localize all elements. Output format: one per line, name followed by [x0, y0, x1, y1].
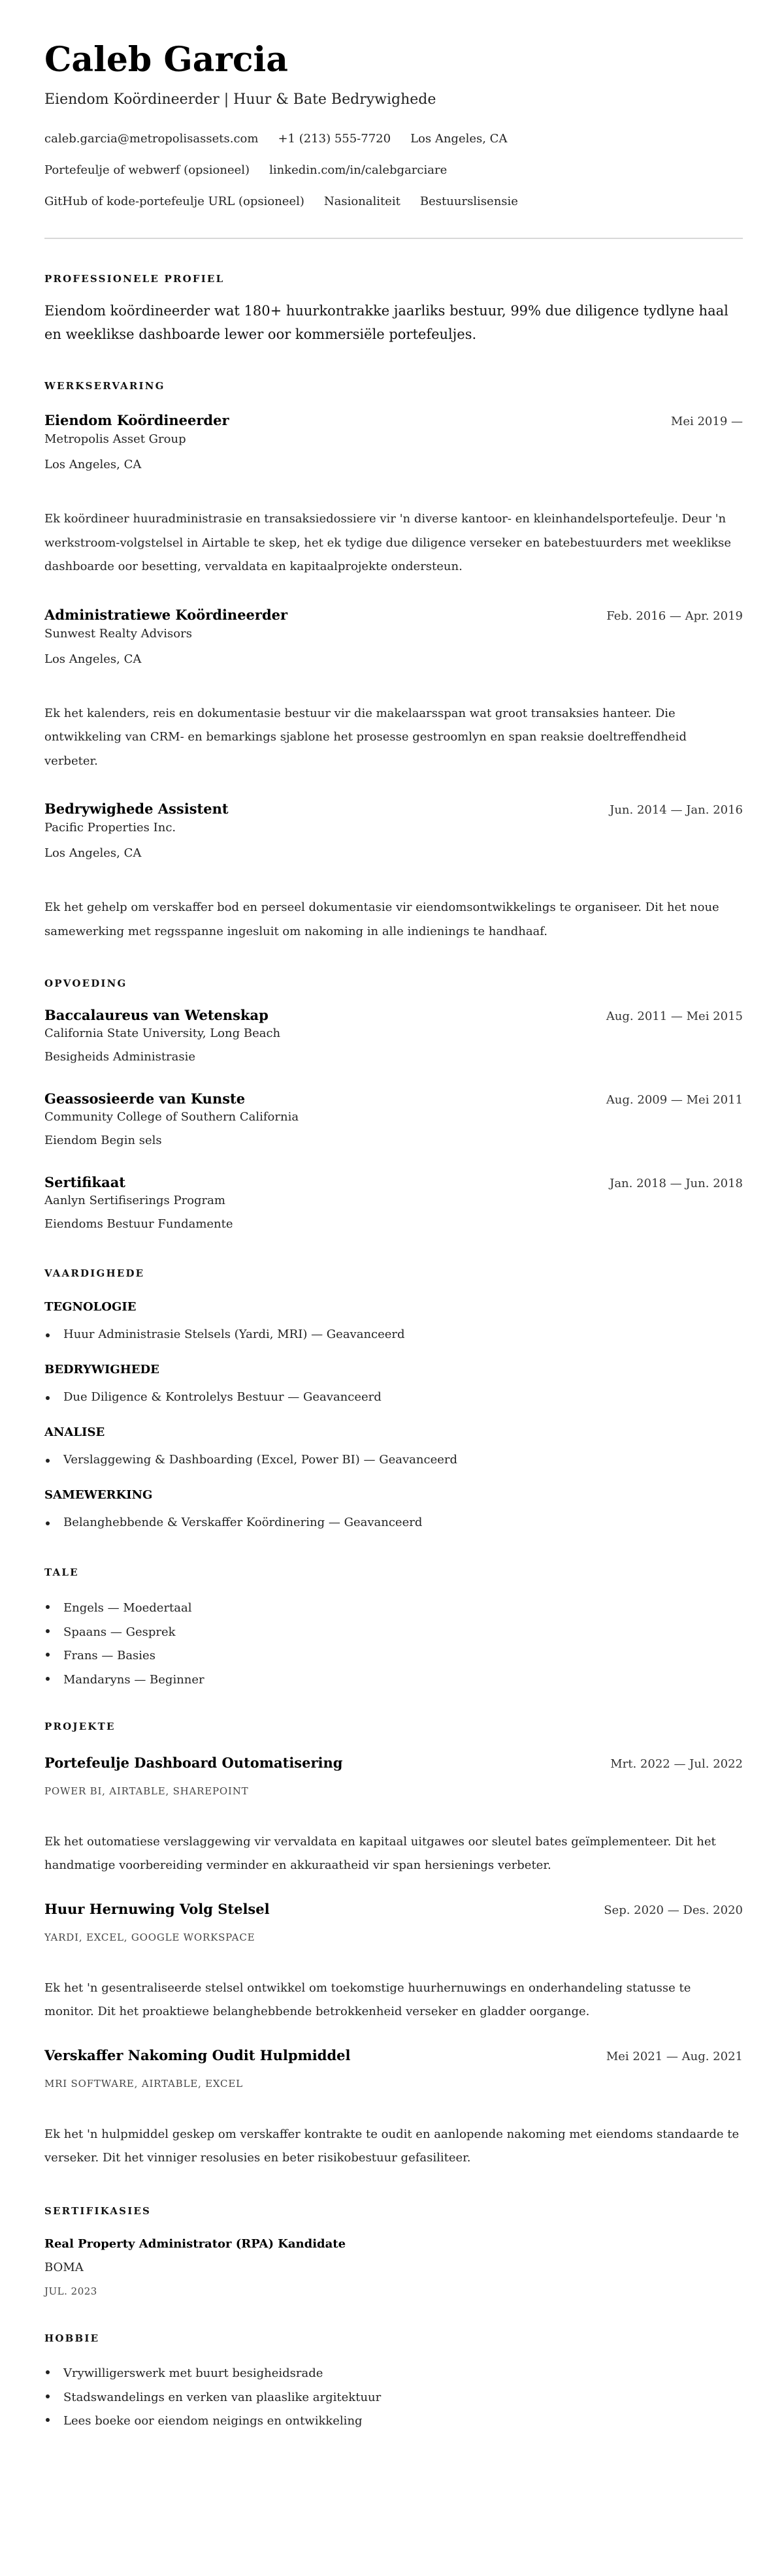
- job-entry: [44, 411, 743, 579]
- job-description: Ek het gehelp om verskaffer bod en perseel dokumentasie vir eiendomsontwikkelings te organiseer. Dit het noue samewerking met regsspanne ingesluit om nakoming in alle indienings te handhaaf.: [44, 900, 719, 938]
- project-description: Ek het 'n gesentraliseerde stelsel ontwikkel om toekomstige huurhernuwings en onderhandeling statusse te monitor. Dit het proaktiewe belanghebbende betrokkenheid verseker en gladder oorgange.: [44, 1980, 691, 2019]
- job-entry: [44, 799, 743, 944]
- certification-title: Real Property Administrator (RPA) Kandidate: [44, 2236, 346, 2251]
- language-item: Spaans — Gesprek: [44, 1621, 743, 1645]
- language-item: Frans — Basies: [44, 1644, 743, 1668]
- section-heading: WERKSERVARING: [44, 380, 165, 392]
- candidate-headline: Eiendom Koördineerder | Huur & Bate Bedrywighede: [44, 91, 436, 108]
- job-dates: Jun. 2014 — Jan. 2016: [610, 803, 743, 817]
- hobbies-section: [44, 2332, 743, 2434]
- project-dates: Sep. 2020 — Des. 2020: [604, 1903, 743, 1917]
- hobby-item: Vrywilligerswerk met buurt besigheidsrade: [44, 2362, 743, 2386]
- section-heading: HOBBIE: [44, 2332, 100, 2344]
- skill-category-name: SAMEWERKING: [44, 1488, 153, 1502]
- job-title: Bedrywighede Assistent: [44, 801, 229, 817]
- skill-item: Belanghebbende & Verskaffer Koördinering — Geavanceerd: [44, 1513, 743, 1533]
- job-title: Administratiewe Koördineerder: [44, 606, 288, 623]
- skill-category-name: BEDRYWIGHEDE: [44, 1363, 159, 1376]
- field-of-study: Eiendoms Bestuur Fundamente: [44, 1217, 233, 1231]
- hobby-item: Lees boeke oor eiendom neigings en ontwikkeling: [44, 2409, 743, 2434]
- job-entry: [44, 605, 743, 774]
- skill-category: [44, 1299, 743, 1344]
- profile-section: [44, 272, 743, 346]
- job-description: Ek koördineer huuradministrasie en transaksiedossiere vir 'n diverse kantoor- en kleinhandelsportefeulje. Deur 'n werkstroom-volgstelsel in Airtable te skep, het ek tydige due diligence verseker en batebestuurders met weeklikse dashboarde oor besetting, vervaldata en kapitaalprojekte ondersteun.: [44, 512, 732, 573]
- skill-item: Due Diligence & Kontrolelys Bestuur — Geavanceerd: [44, 1388, 743, 1407]
- project-entry: [44, 1754, 743, 1878]
- section-heading: TALE: [44, 1566, 79, 1578]
- project-dates: Mei 2021 — Aug. 2021: [606, 2049, 743, 2063]
- company-name: Metropolis Asset Group: [44, 432, 186, 446]
- drivers-license: Bestuurslisensie: [419, 195, 518, 208]
- job-location: Los Angeles, CA: [44, 652, 142, 666]
- education-dates: Aug. 2009 — Mei 2011: [606, 1093, 743, 1107]
- resume-page: [44, 40, 743, 2434]
- resume-header: [44, 40, 743, 212]
- skill-item: Huur Administrasie Stelsels (Yardi, MRI) — Geavanceerd: [44, 1325, 743, 1344]
- location: Los Angeles, CA: [410, 132, 508, 146]
- section-heading: SERTIFIKASIES: [44, 2204, 152, 2217]
- hobby-item: Stadswandelings en verken van plaaslike argitektuur: [44, 2386, 743, 2410]
- certification-issuer: BOMA: [44, 2260, 84, 2274]
- certification-entry: [44, 2236, 743, 2298]
- contact-row: [44, 192, 743, 212]
- company-name: Sunwest Realty Advisors: [44, 626, 192, 641]
- project-tech-stack: YARDI, EXCEL, GOOGLE WORKSPACE: [44, 1931, 255, 1943]
- skill-category-name: ANALISE: [44, 1425, 105, 1439]
- field-of-study: Besigheids Administrasie: [44, 1050, 196, 1064]
- project-title: Huur Hernuwing Volg Stelsel: [44, 1900, 270, 1917]
- section-heading: OPVOEDING: [44, 978, 127, 989]
- company-name: Pacific Properties Inc.: [44, 821, 176, 835]
- profile-summary: Eiendom koördineerder wat 180+ huurkontrakke jaarliks bestuur, 99% due diligence tydlyne haal en weeklikse dashboarde lewer oor kommersiële portefeuljes.: [44, 303, 728, 342]
- project-description: Ek het outomatiese verslaggewing vir vervaldata en kapitaal uitgawes oor sleutel bates geïmplementeer. Dit het handmatige voorbereiding verminder en akkuraatheid vir span hersienings verbeter.: [44, 1834, 716, 1873]
- degree-title: Baccalaureus van Wetenskap: [44, 1007, 269, 1023]
- field-of-study: Eiendom Begin sels: [44, 1134, 162, 1147]
- skill-category: [44, 1487, 743, 1533]
- languages-section: [44, 1566, 743, 1693]
- certifications-section: [44, 2204, 743, 2298]
- education-dates: Jan. 2018 — Jun. 2018: [610, 1177, 743, 1190]
- project-entry: [44, 2046, 743, 2171]
- education-section: [44, 977, 743, 1233]
- section-heading: VAARDIGHEDE: [44, 1267, 145, 1279]
- skill-item: Verslaggewing & Dashboarding (Excel, Power BI) — Geavanceerd: [44, 1450, 743, 1470]
- certification-date: JUL. 2023: [44, 2285, 97, 2297]
- phone-number[interactable]: +1 (213) 555-7720: [278, 132, 391, 146]
- project-description: Ek het 'n hulpmiddel geskep om verskaffer kontrakte te oudit en aanlopende nakoming met eiendoms standaarde te verseker. Dit het vinniger resolusies en beter risikobestuur gefasiliteer.: [44, 2127, 740, 2165]
- school-name: Community College of Southern California: [44, 1110, 299, 1124]
- skill-category: [44, 1424, 743, 1470]
- experience-section: [44, 379, 743, 944]
- language-item: Mandaryns — Beginner: [44, 1668, 743, 1693]
- degree-title: Geassosieerde van Kunste: [44, 1090, 246, 1107]
- education-dates: Aug. 2011 — Mei 2015: [606, 1010, 743, 1023]
- degree-title: Sertifikaat: [44, 1174, 126, 1190]
- project-title: Portefeulje Dashboard Outomatisering: [44, 1754, 343, 1771]
- language-item: Engels — Moedertaal: [44, 1597, 743, 1621]
- job-location: Los Angeles, CA: [44, 458, 142, 471]
- email-link[interactable]: caleb.garcia@metropolisassets.com: [44, 132, 259, 146]
- job-dates: Mei 2019 —: [670, 415, 743, 428]
- job-location: Los Angeles, CA: [44, 846, 142, 860]
- header-divider: [44, 238, 743, 239]
- job-dates: Feb. 2016 — Apr. 2019: [606, 609, 743, 623]
- project-title: Verskaffer Nakoming Oudit Hulpmiddel: [44, 2046, 351, 2063]
- job-title: Eiendom Koördineerder: [44, 412, 229, 428]
- candidate-name: Caleb Garcia: [44, 40, 288, 80]
- skills-section: [44, 1267, 743, 1533]
- education-entry: [44, 1173, 743, 1233]
- projects-section: [44, 1720, 743, 2171]
- nationality: Nasionaliteit: [323, 195, 400, 208]
- skill-category-name: TEGNOLOGIE: [44, 1300, 137, 1314]
- project-dates: Mrt. 2022 — Jul. 2022: [610, 1757, 743, 1771]
- education-entry: [44, 1090, 743, 1150]
- school-name: California State University, Long Beach: [44, 1026, 281, 1040]
- github-link[interactable]: GitHub of kode-portefeulje URL (opsioneel): [44, 195, 304, 208]
- contact-row: [44, 161, 743, 180]
- section-heading: PROJEKTE: [44, 1720, 116, 1732]
- project-tech-stack: POWER BI, AIRTABLE, SHAREPOINT: [44, 1785, 249, 1797]
- education-entry: [44, 1006, 743, 1066]
- section-heading: PROFESSIONELE PROFIEL: [44, 273, 225, 285]
- project-entry: [44, 1900, 743, 2024]
- school-name: Aanlyn Sertifiserings Program: [44, 1194, 225, 1207]
- job-description: Ek het kalenders, reis en dokumentasie bestuur vir die makelaarsspan wat groot transaksies hanteer. Die ontwikkeling van CRM- en bemarkings sjablone het prosesse gestroomlyn en span reaksie doeltreffendheid verbeter.: [44, 706, 687, 768]
- portfolio-link[interactable]: Portefeulje of webwerf (opsioneel): [44, 163, 250, 177]
- linkedin-link[interactable]: linkedin.com/in/calebgarciare: [269, 163, 448, 177]
- project-tech-stack: MRI SOFTWARE, AIRTABLE, EXCEL: [44, 2077, 243, 2090]
- contact-row: [44, 129, 743, 149]
- skill-category: [44, 1361, 743, 1407]
